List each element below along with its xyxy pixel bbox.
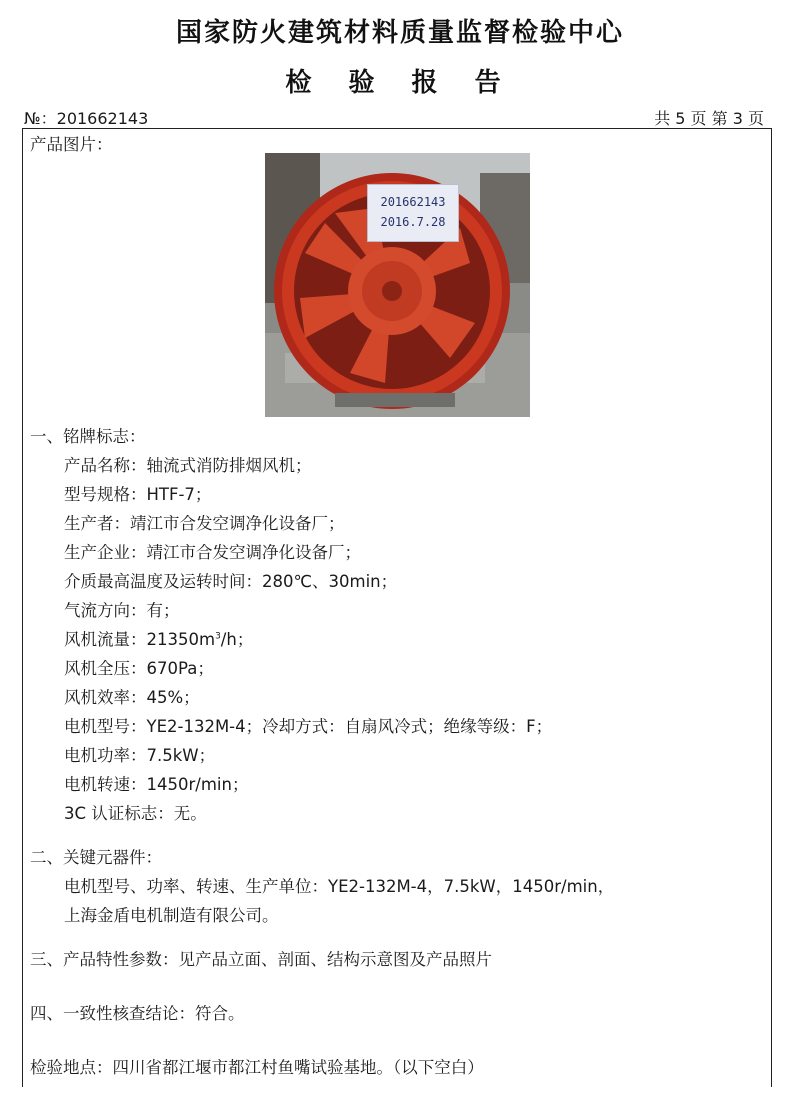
photo-tag-id: 201662143: [380, 195, 446, 209]
photo-label: 产品图片：: [30, 135, 113, 154]
report-number: №：201662143: [24, 109, 149, 128]
parameters-line: 三、产品特性参数：见产品立面、剖面、结构示意图及产品照片: [30, 950, 492, 969]
nameplate-item: 风机全压：670Pa；: [64, 659, 214, 678]
nameplate-item: 风机效率：45%；: [64, 688, 200, 707]
flow-superscript: 3: [215, 631, 221, 642]
test-location: 检验地点：四川省都江堰市都江村鱼嘴试验基地。（以下空白）: [30, 1058, 484, 1077]
nameplate-item: 生产企业：靖江市合发空调净化设备厂；: [64, 543, 361, 562]
photo-sample-tag: [367, 184, 459, 242]
conclusion-line: 四、一致性核查结论：符合。: [30, 1004, 245, 1023]
components-line: 上海金盾电机制造有限公司。: [64, 906, 279, 925]
nameplate-item: 介质最高温度及运转时间：280℃、30min；: [64, 572, 398, 591]
nameplate-item-flow: [64, 630, 253, 650]
nameplate-item: 电机转速：1450r/min；: [64, 775, 249, 794]
report-title: 检 验 报 告: [285, 68, 515, 98]
page-info: 共 5 页 第 3 页: [654, 109, 764, 128]
flow-text: 风机流量：21350m: [64, 630, 216, 649]
components-heading: 二、关键元器件：: [30, 848, 162, 867]
nameplate-item: 产品名称：轴流式消防排烟风机；: [64, 456, 312, 475]
nameplate-item: 电机功率：7.5kW；: [64, 746, 216, 765]
nameplate-item: 电机型号：YE2-132M-4；冷却方式：自扇风冷式；绝缘等级：F；: [64, 717, 553, 736]
product-photo: [265, 153, 530, 417]
nameplate-heading: 一、铭牌标志：: [30, 427, 146, 446]
nameplate-item: 气流方向：有；: [64, 601, 180, 620]
nameplate-item: 3C 认证标志：无。: [64, 804, 207, 823]
components-line: 电机型号、功率、转速、生产单位：YE2-132M-4，7.5kW，1450r/min，: [64, 877, 615, 896]
nameplate-item: 生产者：靖江市合发空调净化设备厂；: [64, 514, 345, 533]
photo-tag-date: 2016.7.28: [380, 215, 446, 229]
nameplate-item: 型号规格：HTF-7；: [64, 485, 212, 504]
flow-unit: /h；: [220, 630, 254, 649]
organization-title: 国家防火建筑材料质量监督检验中心: [175, 18, 624, 48]
